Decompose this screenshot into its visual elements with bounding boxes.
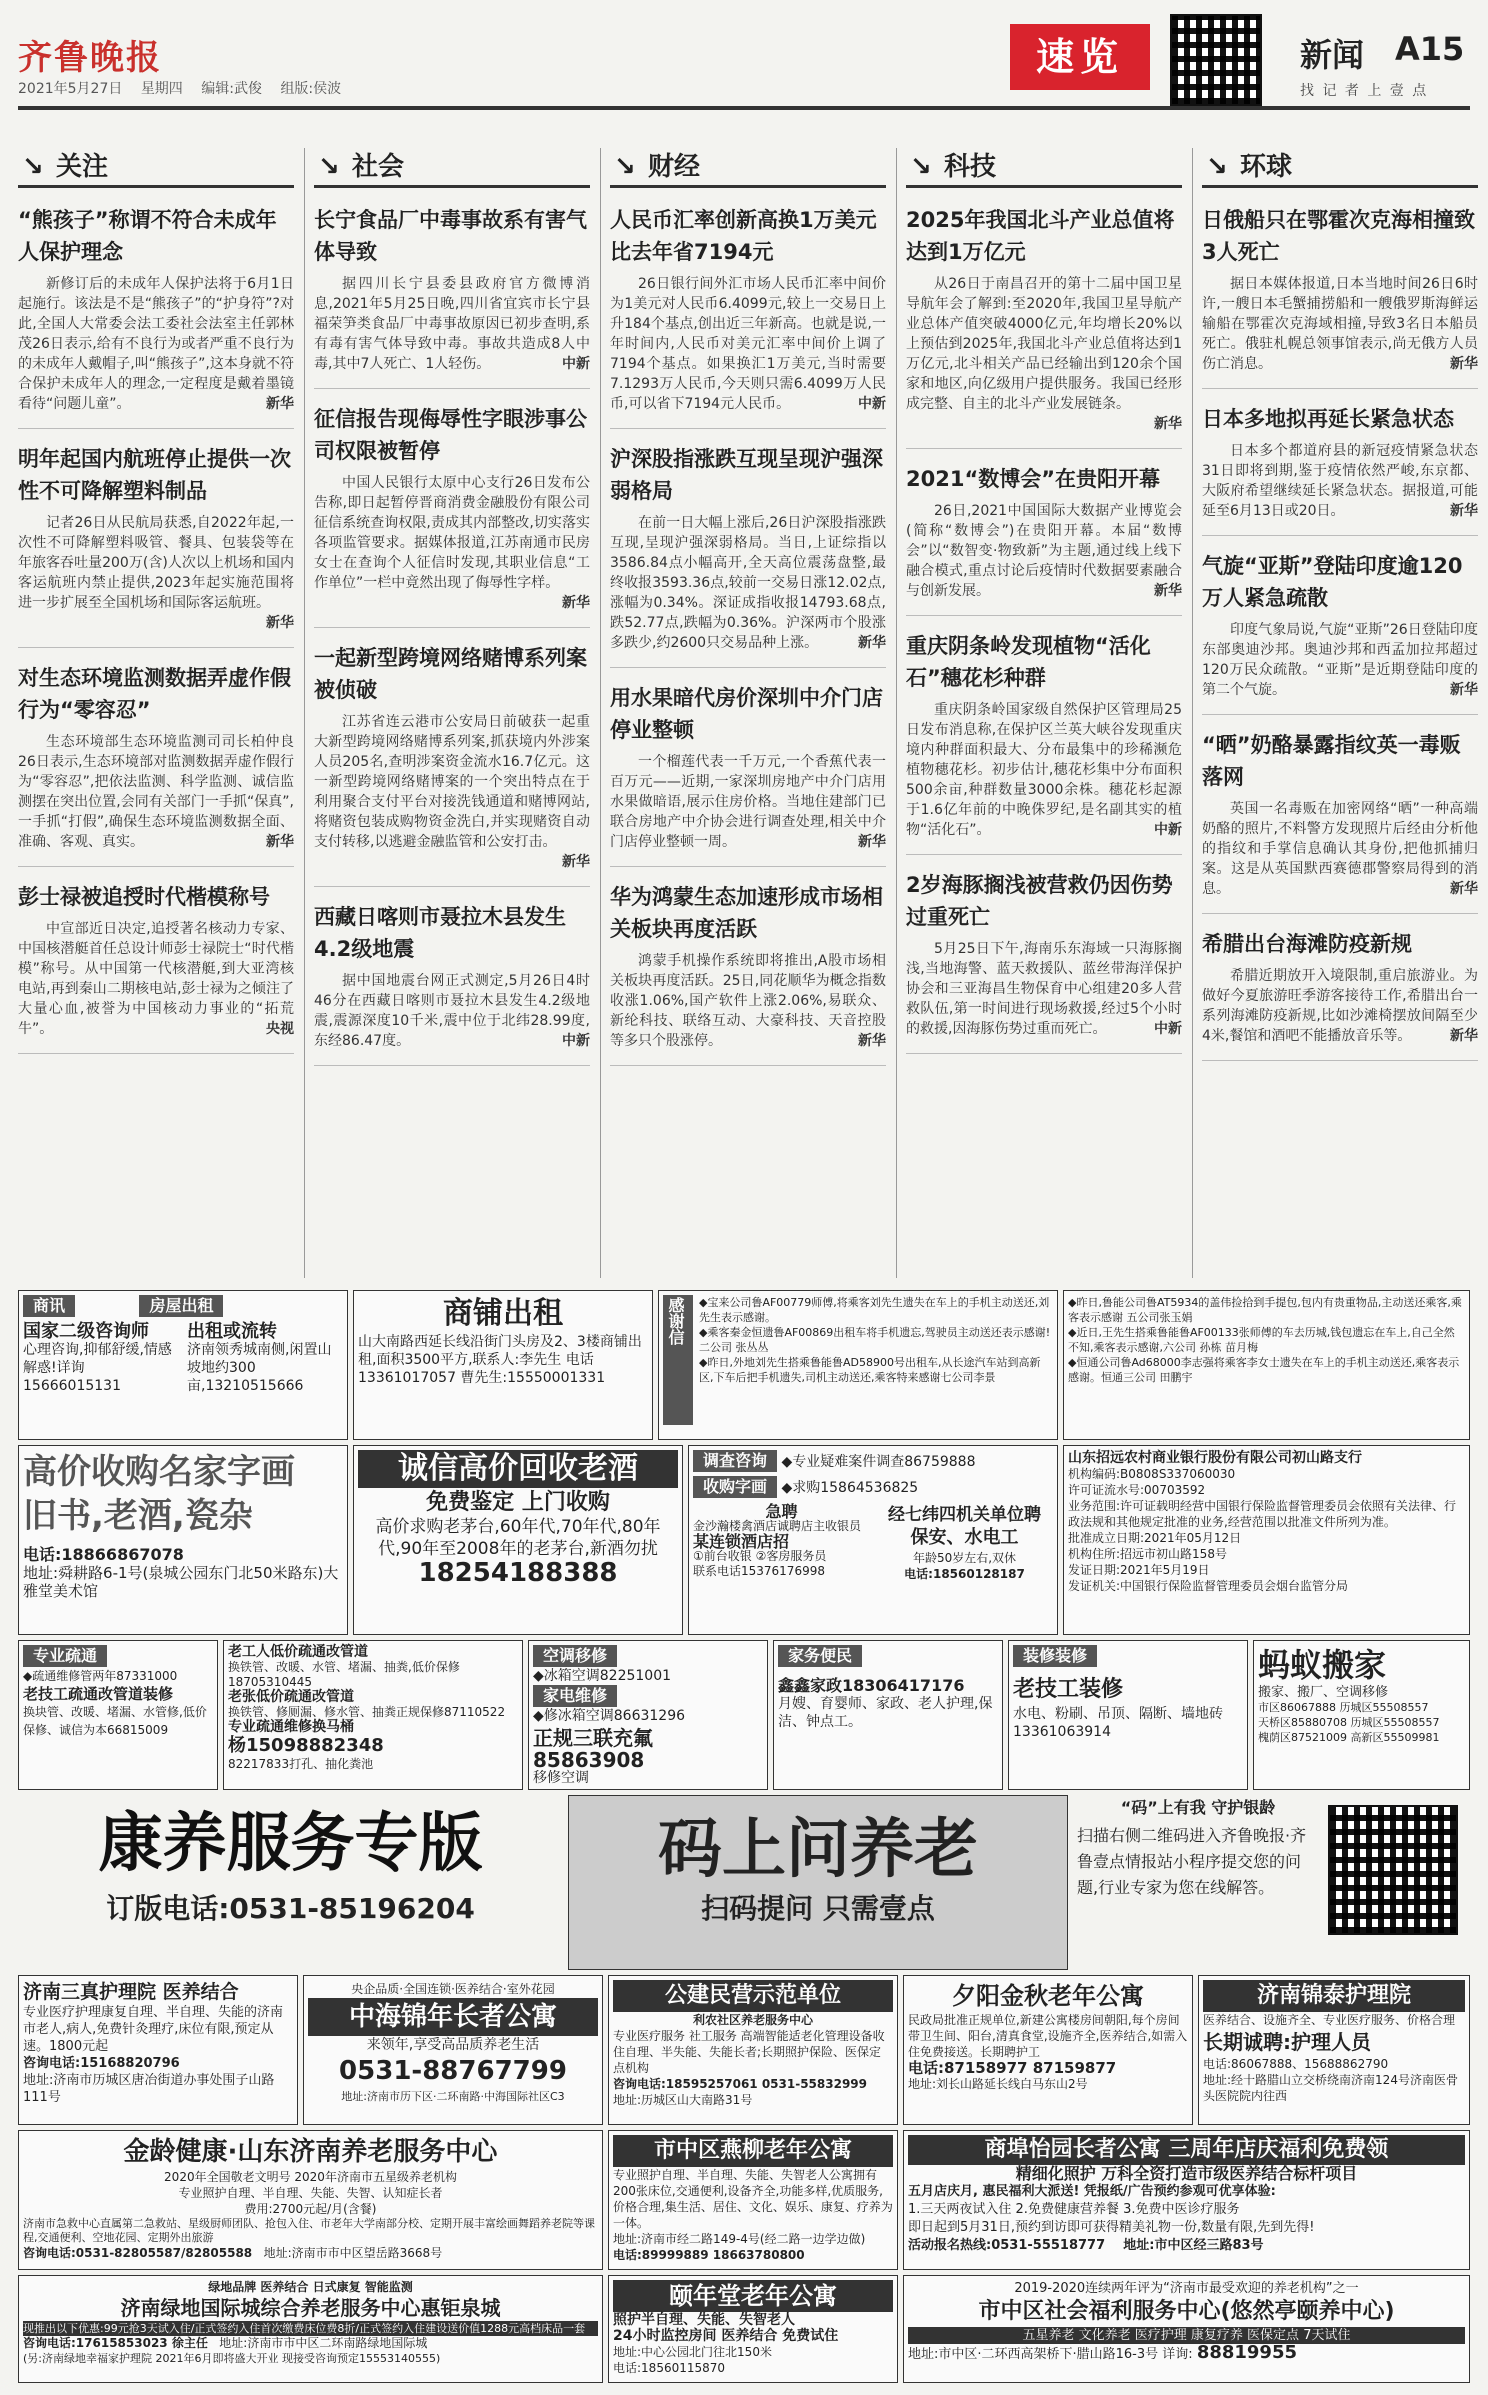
ad-title: 急聘 xyxy=(765,1502,798,1521)
article-body xyxy=(1202,799,1478,899)
ad-title: 出租或流转 xyxy=(187,1321,277,1342)
news-article[interactable] xyxy=(906,457,1182,616)
article-text: 26日银行间外汇市场人民币汇率中间价为1美元对人民币6.4099元,较上一交易日上升184个基点,创出近三年新高。也就是说,一年时间内,人民币对美元汇率中间价上调了7194个基点。如果换汇1万美元,当时需要7.1293万人民币,今天则只需6.4099万人民币,可以省下7194元人民币。 xyxy=(610,276,886,412)
ad-text: 1.三天两夜试入住 2.免费健康营养餐 3.免费中医诊疗服务 xyxy=(908,2202,1240,2217)
article-body xyxy=(610,951,886,1051)
ad-phone: 电话:18560115870 xyxy=(613,2361,726,2375)
ad-title: 诚信高价回收老酒 xyxy=(358,1450,678,1488)
article-headline[interactable]: 重庆阴条岭发现植物“活化石”穗花杉种群 xyxy=(906,634,1151,690)
article-text: 日本多个都道府县的新冠疫情紧急状态31日即将到期,鉴于疫情依然严峻,东京都、大阪府希望继续延长紧急状态。据报道,可能延至6月13日或20日。 xyxy=(1202,443,1478,519)
article-source: 新华 xyxy=(1154,583,1182,599)
ad-text: ◆宝来公司鲁AF00779师傅,将乘客刘先生遗失在车上的手机主动送还,刘先生表示感谢。 xyxy=(699,1296,1050,1324)
article-text: 据四川长宁县委县政府官方微博消息,2021年5月25日晚,四川省宜宾市长宁县福荣笋类食品厂中毒事故原因已初步查明,系有毒有害气体导致中毒。事故共造成8人中毒,其中7人死亡、1人轻伤。 xyxy=(314,276,590,372)
article-body xyxy=(18,919,294,1039)
ad-title: 济南绿地国际城综合养老服务中心惠钜泉城 xyxy=(120,2296,501,2320)
ad-title: 老工人低价疏通改管道 xyxy=(228,1644,368,1660)
ad-text: ◆求购15864536825 xyxy=(781,1480,919,1496)
ad-phone: 0531-88767799 xyxy=(339,2056,567,2086)
ad-subtitle: 保安、水电工 xyxy=(910,1527,1019,1548)
column-divider xyxy=(1192,148,1193,1278)
article-source: 新华 xyxy=(266,834,294,850)
article-body xyxy=(314,274,590,374)
ad-text: 费用:2700元起/月(含餐) xyxy=(244,2202,377,2216)
issue-weekday: 星期四 xyxy=(140,81,183,97)
article-source: 新华 xyxy=(266,396,294,412)
news-article[interactable] xyxy=(314,636,590,887)
news-article[interactable] xyxy=(314,198,590,389)
ad-text: 换铁管、改暖、水管、堵漏、抽粪,低价保修 18705310445 xyxy=(228,1660,460,1689)
article-headline[interactable]: 沪深股指涨跌互现呈现沪强深弱格局 xyxy=(610,447,883,503)
notice-line: 发证日期:2021年5月19日 xyxy=(1068,1563,1210,1577)
article-text: 生态环境部生态环境监测司司长柏仲良26日表示,生态环境部对监测数据弄虚作假行为“零容忍”,把依法监测、科学监测、诚信监测摆在突出位置,会同有关部门一手抓“保真”,一手抓“打假”,确保生态环境监测数据全面、准确、客观、真实。 xyxy=(18,734,294,850)
ad-tag: 房屋出租 xyxy=(139,1295,223,1317)
ad-text: 2020年全国敬老文明号 2020年济南市五星级养老机构 xyxy=(164,2170,457,2184)
ad-title: 老技工疏通改管道装修 xyxy=(23,1685,174,1703)
ad-title: 公建民营示范单位 xyxy=(613,1980,893,2012)
article-source: 新华 xyxy=(562,854,590,870)
article-text: 新修订后的未成年人保护法将于6月1日起施行。该法是不是“熊孩子”的“护身符”?对此,全国人大常委会法工委社会法室主任郭林茂26日表示,给有不良行为或者严重不良行为的未成年人戴帽子,叫“熊孩子”,这本身就不符合保护未成年人的理念,一定程度是戴着墨镜看待“问题儿童”。 xyxy=(18,276,294,412)
ad-text: 五星养老 文化养老 医疗护理 康复疗养 医保定点 7天试住 xyxy=(908,2327,1465,2344)
ad-text: ①前台收银 ②客房服务员 xyxy=(693,1549,827,1563)
ad-address: 地址:舜耕路6-1号(泉城公园东门北50米路东)大雅堂美术馆 xyxy=(23,1564,339,1600)
article-source: 央视 xyxy=(266,1021,294,1037)
ad-phone: 电话:86067888、15688862790 xyxy=(1203,2057,1389,2071)
news-column xyxy=(906,148,1182,1278)
ad-phone: 天桥区85880708 历城区55508557 xyxy=(1258,1716,1440,1729)
ad-phone: 电话:87158977 87159877 xyxy=(908,2059,1117,2077)
article-body xyxy=(1202,966,1478,1046)
notice-line: 许可证流水号:00703592 xyxy=(1068,1483,1206,1497)
ad-phone: 咨询电话:15168820796 xyxy=(23,2056,180,2071)
ad-phone: 18254188388 xyxy=(418,1558,618,1588)
article-text: 江苏省连云港市公安局日前破获一起重大新型跨境网络赌博系列案,抓获境内外涉案人员205名,查明涉案资金流水16.7亿元。这一新型跨境网络赌博案的一个突出特点在于利用聚合支付平台对接洗钱通道和赌博网站,将赌资包装成购物资金洗白,并实现赌资自动支付转移,以逃避金融监管和公安打击。 xyxy=(314,714,590,850)
article-body xyxy=(906,501,1182,601)
article-body xyxy=(314,712,590,870)
article-body xyxy=(610,752,886,852)
editor-credit: 编辑:武俊 xyxy=(201,81,262,97)
reporter-link[interactable]: 找 记 者 上 壹 点 xyxy=(1300,83,1429,99)
ad-title: 正规三联充氟 xyxy=(533,1726,653,1750)
ad-misc-services[interactable] xyxy=(688,1445,1058,1635)
article-body xyxy=(610,513,886,653)
ad-title: 山东招远农村商业银行股份有限公司初山路支行 xyxy=(1068,1450,1362,1466)
ad-xiyang[interactable] xyxy=(903,1975,1193,2125)
ad-subtitle: 央企品质·全国连锁·医养结合·室外花园 xyxy=(351,1982,555,1996)
ad-text: 五月店庆月, 惠民福利大派送! 凭报纸/广告预约参观可优享体验: xyxy=(908,2184,1276,2199)
ads-section xyxy=(18,1290,1470,2385)
column-title: ↘ 科技 xyxy=(906,148,1182,188)
ad-tag: 家务便民 xyxy=(778,1645,862,1667)
article-body xyxy=(18,732,294,852)
article-source: 中新 xyxy=(858,396,886,412)
ad-address: 地址:市中区·二环西高架桥下·腊山路16-3号 详询: xyxy=(908,2347,1193,2362)
ad-title: 颐年堂老年公寓 xyxy=(613,2280,893,2312)
ad-text: (另:济南绿地幸福家护理院 2021年6月即将盛大开业 现接受咨询预定15553140555) xyxy=(23,2352,441,2365)
ad-title: 鑫鑫家政18306417176 xyxy=(778,1676,965,1695)
ad-text: 医养结合、设施齐全、专业医疗服务、价格合理 xyxy=(1203,2013,1456,2027)
article-headline[interactable]: “熊孩子”称谓不符合未成年人保护理念 xyxy=(18,208,277,264)
ad-subtitle: 免费鉴定 上门收购 xyxy=(426,1490,610,1515)
ad-qr-care[interactable] xyxy=(568,1795,1068,1970)
ad-title: 济南三真护理院 医养结合 xyxy=(23,1981,239,2003)
article-headline[interactable]: 人民币汇率创新高换1万美元比去年省7194元 xyxy=(610,208,877,264)
ad-text: 专业照护自理、半自理、失能、失智老人公寓拥有200张床位,交通便利,设备齐全,功能多样,优质服务,价格合理,集生活、居住、文化、娱乐、康复、疗养为一体。 xyxy=(613,2168,893,2230)
notice-line: 发证机关:中国银行保险监督管理委员会烟台监管分局 xyxy=(1068,1579,1349,1593)
ad-ac-repair[interactable] xyxy=(528,1640,768,1790)
article-source: 新华 xyxy=(266,615,294,631)
column-title: ↘ 财经 xyxy=(610,148,886,188)
ad-phone: 活动报名热线:0531-55518777 xyxy=(908,2238,1106,2253)
ad-tag: 空调移修 xyxy=(533,1645,617,1667)
news-article[interactable] xyxy=(1202,198,1478,389)
column-title: ↘ 关注 xyxy=(18,148,294,188)
column-title: ↘ 环球 xyxy=(1202,148,1478,188)
ad-phone: 咨询电话:17615853023 徐主任 xyxy=(23,2336,208,2350)
ad-text: 来领年,享受高品质养老生活 xyxy=(366,2037,540,2053)
ad-title: 市中区燕柳老年公寓 xyxy=(613,2135,893,2167)
article-headline[interactable]: 长宁食品厂中毒事故系有害气体导致 xyxy=(314,208,587,264)
ad-address: 地址:济南市历下区·二环南路·中海国际社区C3 xyxy=(341,2090,565,2103)
news-column xyxy=(314,148,590,1278)
article-text: 5月25日下午,海南乐东海域一只海豚搁浅,当地海警、蓝天救援队、蓝丝带海洋保护协会和三亚海昌生物保育中心组建20多人营救队伍,第一时间进行现场救援,经过5个小时的救援,因海豚伤势过重而死亡。 xyxy=(906,941,1182,1037)
ad-title: 中海锦年长者公寓 xyxy=(308,1998,598,2036)
column-divider xyxy=(600,148,601,1278)
news-article[interactable] xyxy=(906,198,1182,449)
ad-text: 民政局批准正规单位,新建公寓楼房间朝阳,每个房间带卫生间、阳台,清真食堂,设施齐全,医养结合,如需入住免费接送。长期聘护工 xyxy=(908,2013,1188,2059)
article-source: 新华 xyxy=(858,635,886,651)
article-text: 中宣部近日决定,追授著名核动力专家、中国核潜艇首任总设计师彭士禄院士“时代楷模”称号。从中国第一代核潜艇,到大亚湾核电站,再到秦山二期核电站,彭士禄为之倾注了大量心血,被誉为中国核动力事业的“拓荒牛”。 xyxy=(18,921,294,1037)
ad-liquor[interactable] xyxy=(353,1445,683,1635)
notice-line: 业务范围:许可证载明经营中国银行保险监督管理委员会依照有关法律、行政法规和其他规定批准的业务,经营范围以批准文件所列为准。 xyxy=(1068,1499,1457,1529)
ad-text: 82217833打孔、抽化粪池 xyxy=(228,1757,374,1771)
ad-renovation[interactable] xyxy=(1008,1640,1248,1790)
ad-address: 地址:市中区经三路83号 xyxy=(1123,2238,1264,2253)
ad-phone: 咨询电话:0531-82805587/82805588 xyxy=(23,2246,253,2260)
ad-welfare-center[interactable] xyxy=(903,2275,1470,2383)
ad-text: 换块管、改暖、堵漏、水管修,低价保修、诚信为本66815009 xyxy=(23,1705,207,1737)
news-column xyxy=(610,148,886,1278)
article-body xyxy=(906,939,1182,1039)
ad-phone: 电话:89999889 18663780800 xyxy=(613,2248,805,2262)
ad-zhonghai[interactable] xyxy=(303,1975,603,2125)
elderly-care-banner xyxy=(18,1795,563,1970)
ad-tag: 调查咨询 xyxy=(693,1450,777,1472)
ad-text: 水电、粉刷、吊顶、隔断、墙地砖13361063914 xyxy=(1013,1706,1223,1740)
ad-title: 夕阳金秋老年公寓 xyxy=(952,1982,1144,2010)
news-article[interactable] xyxy=(314,397,590,628)
ad-text: 年龄50岁左右,双休 xyxy=(912,1551,1017,1565)
ad-phone: 电话:18866867078 xyxy=(23,1545,184,1564)
ad-address: 地址:刘长山路延长线白马东山2号 xyxy=(908,2077,1088,2091)
article-source: 中新 xyxy=(1154,822,1182,838)
article-text: 从26日于南昌召开的第十二届中国卫星导航年会了解到:至2020年,我国卫星导航产业总体产值突破4000亿元,年均增长20%以上预估到2025年,我国北斗产业总值将达到1万亿元,北斗相关产品已经输出到120余个国家和地区,向亿级用户提供服务。我国已经形成完整、自主的北斗产业发展链条。 xyxy=(906,276,1182,412)
ad-phone: 市区86067888 历城区55508557 xyxy=(1258,1701,1429,1714)
ad-text: 专业医疗护理康复自理、半自理、失能的济南市老人,病人,免费针灸理疗,床位有限,预定从速。1800元起 xyxy=(23,2005,284,2054)
ad-subtitle: 扫码提问 只需壹点 xyxy=(701,1892,935,1925)
ad-phone: 槐荫区87521009 高新区55509981 xyxy=(1258,1731,1440,1744)
ad-title: 康养服务专版 xyxy=(98,1807,483,1881)
article-body xyxy=(1202,620,1478,700)
ad-title: 某连锁酒店招 xyxy=(693,1532,790,1551)
ad-consult[interactable] xyxy=(18,1290,348,1440)
ad-address: 地址:济南市市中区二环南路绿地国际城 xyxy=(219,2336,428,2350)
ad-title: 蚂蚁搬家 xyxy=(1258,1646,1387,1684)
news-column xyxy=(1202,148,1478,1278)
article-headline[interactable]: 明年起国内航班停止提供一次性不可降解塑料制品 xyxy=(18,447,291,503)
masthead xyxy=(0,0,1488,110)
ad-text: 专业照护自理、半自理、失能、失智、认知症长者 xyxy=(178,2186,443,2200)
article-headline[interactable]: 气旋“亚斯”登陆印度逾120万人紧急疏散 xyxy=(1202,554,1463,610)
article-text: 印度气象局说,气旋“亚斯”26日登陆印度东部奥迪沙邦。奥迪沙邦和西孟加拉邦超过120万民众疏散。“亚斯”是近期登陆印度的第二个气旋。 xyxy=(1202,622,1478,698)
article-body xyxy=(906,274,1182,432)
ad-text: 移修空调 xyxy=(533,1770,589,1786)
article-text: 26日,2021中国国际大数据产业博览会(简称“数博会”)在贵阳开幕。本届“数博会”以“数智变·物致新”为主题,通过线上线下融合模式,重点讨论后疫情时代数据要素融合与创新发展。 xyxy=(906,503,1182,599)
column-divider xyxy=(896,148,897,1278)
ad-text: ◆乘客秦金恒遗鲁AF00869出租车将手机遗忘,驾驶员主动送还表示感谢!二公司 张丛丛 xyxy=(699,1326,1051,1354)
ad-tag: 收购字画 xyxy=(693,1476,777,1498)
ad-tag: 商讯 xyxy=(23,1295,75,1317)
ad-text: 月嫂、育婴师、家政、老人护理,保洁、钟点工。 xyxy=(778,1696,993,1730)
article-source: 新华 xyxy=(1450,356,1478,372)
ad-title: 高价收购名家字画 xyxy=(23,1452,295,1492)
news-article[interactable] xyxy=(1202,723,1478,914)
article-headline[interactable]: 彭士禄被追授时代楷模称号 xyxy=(18,885,270,909)
ad-thanks-right xyxy=(1063,1290,1470,1440)
ad-phone: 85863908 xyxy=(533,1748,645,1772)
ad-text: 高价求购老茅台,60年代,70年代,80年代,90年至2008年的老茅台,新酒勿扰 xyxy=(375,1517,661,1559)
article-text: 一个榴莲代表一千万元,一个香蕉代表一百万元——近期,一家深圳房地产中介门店用水果做暗语,展示住房价格。当地住建部门已联合房地产中介协会进行调查处理,相关中介门店停业整顿一周。 xyxy=(610,754,886,850)
article-source: 新华 xyxy=(858,834,886,850)
ad-title: 国家二级咨询师 xyxy=(23,1321,149,1342)
ad-text: ◆昨日,外地刘先生搭乘鲁能鲁AD58900号出租车,从长途汽车站到高新区,下车后把手机遗失,司机主动送还,乘客特来感谢七公司李景 xyxy=(699,1356,1041,1384)
ad-plumbing-2[interactable] xyxy=(223,1640,523,1790)
notice-line: 机构住所:招远市初山路158号 xyxy=(1068,1547,1227,1561)
ad-address: 地址:历城区山大南路31号 xyxy=(613,2093,753,2107)
article-body xyxy=(314,971,590,1051)
article-source: 中新 xyxy=(1154,1021,1182,1037)
ad-text: 换铁管、修厕漏、修水管、抽粪正规保修87110522 xyxy=(228,1705,506,1719)
ad-text: 心理咨询,抑郁舒缓,情感解惑!详询15666015131 xyxy=(23,1342,172,1394)
article-source: 新华 xyxy=(562,595,590,611)
news-column xyxy=(18,148,294,1278)
ad-thanks-left xyxy=(658,1290,1058,1440)
ad-linong[interactable] xyxy=(608,1975,898,2125)
article-body xyxy=(314,473,590,611)
ad-subtitle: 精细化照护 万科全资打造市级医养结合标杆项目 xyxy=(1015,2164,1358,2183)
ad-text: 扫描右侧二维码进入齐鲁晚报·齐鲁壹点情报站小程序提交您的问题,行业专家为您在线解答。 xyxy=(1077,1826,1307,1897)
article-headline[interactable]: 希腊出台海滩防疫新规 xyxy=(1202,932,1412,956)
article-source: 中新 xyxy=(562,1033,590,1049)
article-source: 新华 xyxy=(1450,682,1478,698)
ad-text: ◆昨日,鲁能公司鲁AT5934的盖伟捡拾到手提包,包内有贵重物品,主动送还乘客,乘客表示感谢 五公司张玉娟 xyxy=(1068,1296,1462,1324)
news-article[interactable] xyxy=(314,895,590,1066)
ad-tag: 专业疏通 xyxy=(23,1645,107,1667)
ad-qr-intro xyxy=(1073,1795,1323,1970)
ad-moving[interactable] xyxy=(1253,1640,1470,1790)
ad-subtitle: 2019-2020连续两年评为“济南市最受欢迎的养老机构”之一 xyxy=(1014,2281,1359,2296)
ad-phone: 咨询电话:18595257061 0531-55832999 xyxy=(613,2077,867,2091)
ad-tag: 家电维修 xyxy=(533,1685,617,1707)
ad-title: 专业疏通维修换马桶 xyxy=(228,1719,354,1735)
ad-subtitle: 长期诚聘:护理人员 xyxy=(1203,2030,1371,2054)
ad-calligraphy[interactable] xyxy=(18,1445,348,1635)
ad-jintai[interactable] xyxy=(1198,1975,1470,2125)
article-headline[interactable]: 日本多地拟再延长紧急状态 xyxy=(1202,407,1454,431)
ad-address: 地址:济南市市中区望岳路3668号 xyxy=(263,2246,443,2260)
notice-line: 机构编码:B0808S337060030 xyxy=(1068,1467,1236,1481)
article-text: 在前一日大幅上涨后,26日沪深股指涨跌互现,呈现沪强深弱格局。当日,上证综指以3586.84点小幅高开,全天高位震荡盘整,最终收报3593.36点,较前一交易日涨12.02点,涨幅为0.34%。深证成指收报14793.68点,跌52.77点,跌幅为0.36%。沪深两市个股涨多跌少,约2600只交易品种上涨。 xyxy=(610,515,886,651)
ad-address: 地址:经十路腊山立交桥绕南济南124号济南医骨头医院院内往西 xyxy=(1203,2073,1458,2103)
ad-text: ◆冰箱空调82251001 xyxy=(533,1668,672,1684)
ad-title: 旧书,老酒,瓷杂 xyxy=(23,1496,253,1536)
ad-text: 金沙瀚楼禽酒店诚聘店主收银员 xyxy=(693,1519,862,1533)
article-text: 据日本媒体报道,日本当地时间26日6时许,一艘日本毛蟹捕捞船和一艘俄罗斯海鲜运输船在鄂霍次克海域相撞,导致3名日本船员死亡。俄驻札幌总领事馆表示,尚无俄方人员伤亡消息。 xyxy=(1202,276,1478,372)
article-headline[interactable]: 用水果暗代房价深圳中介门店停业整顿 xyxy=(610,686,883,742)
news-article[interactable] xyxy=(610,198,886,429)
ad-text: 即日起到5月31日,预约到访即可获得精美礼物一份,数量有限,先到先得! xyxy=(908,2220,1315,2235)
ad-shangbu[interactable] xyxy=(903,2130,1470,2270)
ad-text: 济南领秀城南侧,闲置山坡地约300亩,13210515666 xyxy=(187,1342,332,1394)
ad-subtitle: 利农社区养老服务中心 xyxy=(692,2013,813,2027)
article-text: 鸿蒙手机操作系统即将推出,A股市场相关板块再度活跃。25日,同花顺华为概念指数收涨1.06%,国产软件上涨2.06%,易联众、新纶科技、联络互动、大豪科技、天音控股等多只个股涨停。 xyxy=(610,953,886,1049)
article-text: 据中国地震台网正式测定,5月26日4时46分在西藏日喀则市聂拉木县发生4.2级地震,震源深度10千米,震中位于北纬28.99度,东经86.47度。 xyxy=(314,973,590,1049)
ad-sanzhen[interactable] xyxy=(18,1975,298,2125)
speed-banner: 速览 xyxy=(1010,24,1150,90)
ad-text: 搬家、搬厂、空调移修 xyxy=(1258,1685,1389,1700)
design-credit: 组版:侯波 xyxy=(280,81,342,97)
article-source: 新华 xyxy=(1450,503,1478,519)
news-article[interactable] xyxy=(1202,397,1478,536)
article-body xyxy=(18,274,294,414)
ad-text: ◆恒通公司鲁Ad68000李志强将乘客李女士遗失在车上的手机主动送还,乘客表示感谢。恒通三公司 田鹏宇 xyxy=(1068,1356,1460,1384)
article-text: 重庆阴条岭国家级自然保护区管理局25日发布消息称,在保护区兰英大峡谷发现重庆境内种群面积最大、分布最集中的珍稀濒危植物穗花杉。初步估计,穗花杉集中分布面积500余亩,种群数量3000余株。穗花杉起源于1.6亿年前的中晚侏罗纪,是名副其实的植物“活化石”。 xyxy=(906,702,1182,838)
ad-plumbing-1[interactable] xyxy=(18,1640,218,1790)
ad-title: 经七纬四机关单位聘 xyxy=(888,1505,1041,1525)
ad-shop-rent[interactable] xyxy=(353,1290,653,1440)
ad-phone: 联系电话15376176998 xyxy=(693,1564,825,1578)
ad-text: ◆疏通维修管两年87331000 xyxy=(23,1669,178,1683)
ad-bank-notice xyxy=(1063,1445,1470,1635)
notice-line: 批准成立日期:2021年05月12日 xyxy=(1068,1531,1242,1545)
qr-code-icon[interactable] xyxy=(1328,1805,1458,1935)
article-source: 新华 xyxy=(1450,881,1478,897)
ad-tag: 装修装修 xyxy=(1013,1645,1097,1667)
ad-jinling[interactable] xyxy=(18,2130,603,2270)
header-rule xyxy=(18,106,1470,110)
article-headline[interactable]: 一起新型跨境网络赌博系列案被侦破 xyxy=(314,646,587,702)
ad-phone: 88819955 xyxy=(1196,2342,1298,2363)
news-article[interactable] xyxy=(18,198,294,429)
article-body xyxy=(18,513,294,631)
ad-text: ◆修冰箱空调86631296 xyxy=(533,1708,686,1724)
ad-yanliu[interactable] xyxy=(608,2130,898,2270)
article-headline[interactable]: 日俄船只在鄂霍次克海相撞致3人死亡 xyxy=(1202,208,1475,264)
ad-subtitle: 24小时监控房间 医养结合 免费试住 xyxy=(613,2328,839,2344)
ad-phone: 订版电话:0531-85196204 xyxy=(106,1892,475,1925)
ad-address: 地址:济南市历城区唐冶街道办事处围子山路111号 xyxy=(23,2073,275,2105)
ad-text: 专业医疗服务 社工服务 高端智能适老化管理设备收住自理、半失能、失能长者;长期照护保险、医保定点机构 xyxy=(613,2029,885,2075)
ad-address: 地址:济南市经二路149-4号(经二路一边学边做) xyxy=(613,2232,866,2246)
ad-text: 照护半自理、失能、失智老人 xyxy=(613,2312,795,2328)
news-article[interactable] xyxy=(1202,544,1478,715)
ad-text: ◆专业疑难案件调查86759888 xyxy=(781,1454,976,1470)
article-body xyxy=(906,700,1182,840)
article-headline[interactable]: 2021“数博会”在贵阳开幕 xyxy=(906,467,1161,491)
article-headline[interactable]: 2025年我国北斗产业总值将达到1万亿元 xyxy=(906,208,1175,264)
article-headline[interactable]: “晒”奶酪暴露指纹英一毒贩落网 xyxy=(1202,733,1461,789)
article-source: 中新 xyxy=(562,356,590,372)
article-body xyxy=(1202,441,1478,521)
article-headline[interactable]: 华为鸿蒙生态加速形成市场相关板块再度活跃 xyxy=(610,885,883,941)
ad-text: ◆近日,王先生搭乘鲁能鲁AF00133张师傅的车去历城,钱包遗忘在车上,自己全然不知,乘客表示感谢,六公司 孙栋 苗月梅 xyxy=(1068,1326,1455,1354)
news-article[interactable] xyxy=(610,875,886,1066)
ad-housekeeping[interactable] xyxy=(773,1640,1003,1790)
ad-greenland[interactable] xyxy=(18,2275,603,2383)
ad-title: 老张低价疏通改管道 xyxy=(228,1689,354,1705)
ad-title: 商铺出租 xyxy=(443,1296,563,1331)
newspaper-logo: 齐鲁晚报 xyxy=(18,38,162,78)
ad-text: 现推出以下优惠:99元抢3天试入住/正式签约入住首次缴费床位费8折/正式签约入住建设送价值1288元高档床品一套 xyxy=(23,2321,598,2336)
news-article[interactable] xyxy=(610,437,886,668)
ad-title: 金龄健康·山东济南养老服务中心 xyxy=(123,2137,498,2167)
news-article[interactable] xyxy=(18,875,294,1054)
page-number: A15 xyxy=(1395,30,1465,68)
ad-text: 山大南路西延长线沿街门头房及2、3楼商铺出租,面积3500平方,联系人:李先生 电话13361017057 曹先生:15550001331 xyxy=(358,1334,642,1386)
article-source: 新华 xyxy=(1154,416,1182,432)
article-headline[interactable]: 西藏日喀则市聂拉木县发生4.2级地震 xyxy=(314,905,566,961)
article-text: 希腊近期放开入境限制,重启旅游业。为做好今夏旅游旺季游客接待工作,希腊出台一系列海滩防疫新规,比如沙滩椅摆放间隔至少4米,餐馆和酒吧不能播放音乐等。 xyxy=(1202,968,1478,1044)
article-headline[interactable]: 对生态环境监测数据弄虚作假行为“零容忍” xyxy=(18,666,291,722)
section-title: 新闻 xyxy=(1300,36,1365,74)
column-divider xyxy=(304,148,305,1278)
article-text: 记者26日从民航局获悉,自2022年起,一次性不可降解塑料吸管、餐具、包装袋等在年旅客吞吐量200万(含)人次以上机场和国内客运航班内禁止提供,2023年起实施范围将进一步扩展至全国机场和国际客运航班。 xyxy=(18,515,294,611)
article-body xyxy=(1202,274,1478,374)
news-article[interactable] xyxy=(610,676,886,867)
article-source: 新华 xyxy=(858,1033,886,1049)
news-article[interactable] xyxy=(1202,922,1478,1061)
ad-title: 老技工装修 xyxy=(1013,1677,1124,1702)
qr-code-icon[interactable] xyxy=(1170,14,1262,106)
ad-subtitle: 绿地品牌 医养结合 日式康复 智能监测 xyxy=(208,2280,413,2294)
column-title: ↘ 社会 xyxy=(314,148,590,188)
ad-title: “码”上有我 守护银龄 xyxy=(1120,1798,1276,1817)
news-article[interactable] xyxy=(906,624,1182,855)
issue-info xyxy=(18,78,355,98)
ad-text: 济南市急救中心直属第二急救站、星级厨师团队、抢包入住、市老年大学南部分校、定期开展丰富绘画舞蹈养老院等课程,交通便利、空地花园、定期外出旅游 xyxy=(23,2217,595,2244)
news-article[interactable] xyxy=(18,437,294,648)
article-headline[interactable]: 2岁海豚搁浅被营救仍因伤势过重死亡 xyxy=(906,873,1173,929)
ad-title: 市中区社会福利服务中心(悠然亭颐养中心) xyxy=(978,2299,1395,2324)
article-text: 英国一名毒贩在加密网络“晒”一种高端奶酪的照片,不料警方发现照片后经由分析他的指纹和手掌信息确认其身份,把他抓捕归案。这是从英国默西赛德郡警察局得到的消息。 xyxy=(1202,801,1478,897)
article-body xyxy=(610,274,886,414)
article-headline[interactable]: 征信报告现侮辱性字眼涉事公司权限被暂停 xyxy=(314,407,587,463)
ad-address: 地址:中心公园北门往北150米 xyxy=(613,2345,772,2359)
ad-phone: 电话:18560128187 xyxy=(904,1567,1025,1581)
ad-title: 济南锦泰护理院 xyxy=(1203,1980,1465,2012)
ad-tag: 感谢信 xyxy=(663,1295,693,1425)
ad-title: 码上问养老 xyxy=(658,1813,978,1887)
issue-date: 2021年5月27日 xyxy=(18,81,123,97)
ad-yinian[interactable] xyxy=(608,2275,898,2383)
article-text: 中国人民银行太原中心支行26日发布公告称,即日起暂停晋商消费金融股份有限公司征信系统查询权限,责成其内部整改,切实落实各项监管要求。据媒体报道,江苏南通市民房女士在查询个人征信时发现,其职业信息“工作单位”一栏中竟然出现了侮辱性字样。 xyxy=(314,475,590,591)
article-source: 新华 xyxy=(1450,1028,1478,1044)
ad-title: 商埠怡园长者公寓 三周年店庆福利免费领 xyxy=(908,2135,1465,2165)
news-article[interactable] xyxy=(906,863,1182,1054)
news-article[interactable] xyxy=(18,656,294,867)
ad-phone: 杨15098882348 xyxy=(228,1735,384,1756)
